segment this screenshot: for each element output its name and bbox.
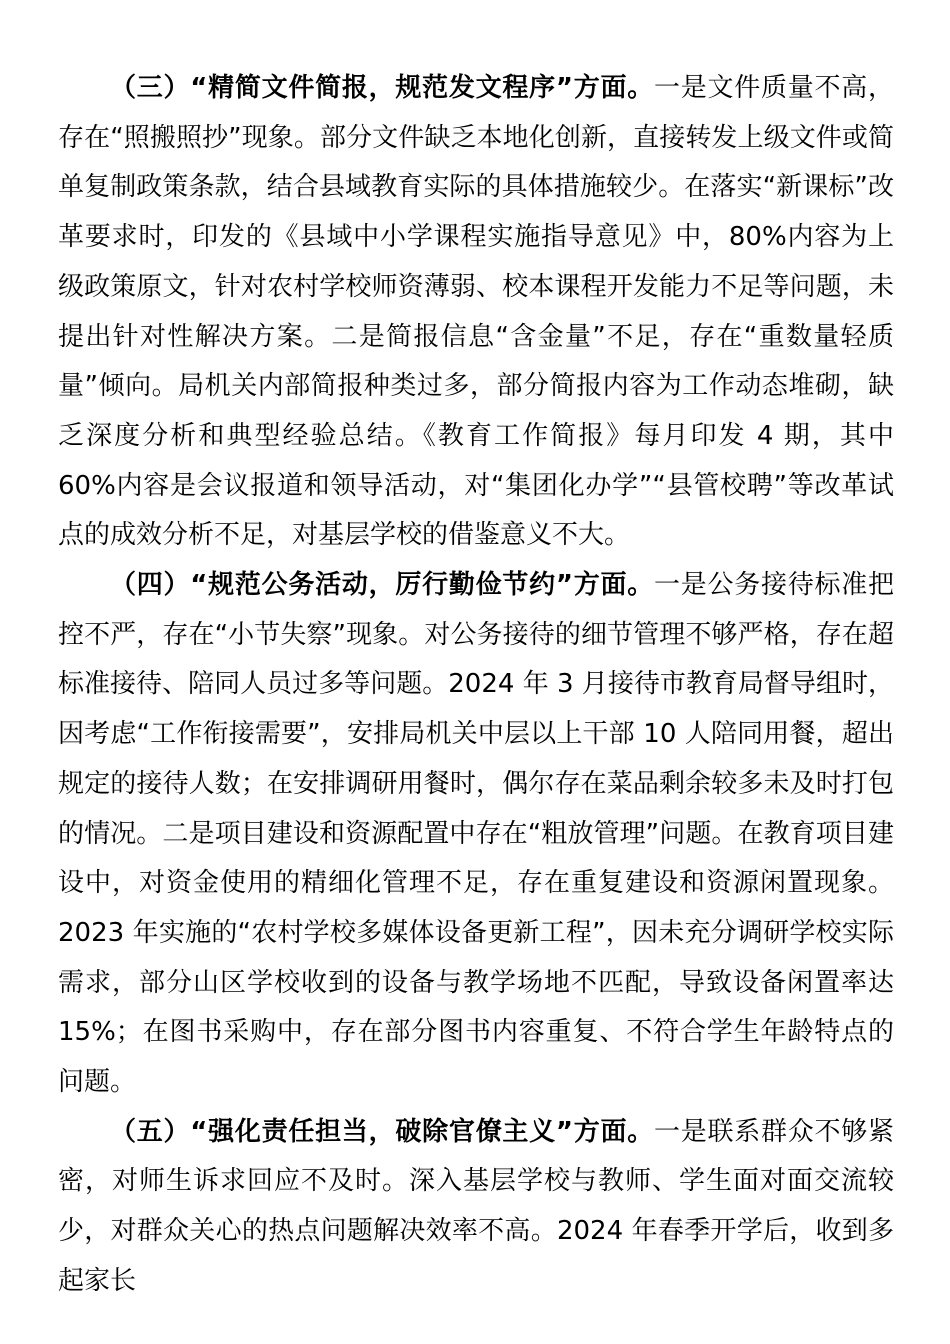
- section-3-body: 一是文件质量不高，存在“照搬照抄”现象。部分文件缺乏本地化创新，直接转发上级文件或简单复制政策条款，结合县域教育实际的具体措施较少。在落实“新课标”改革要求时，印发的《县域中小学课程实施指导意见》中，80%内容为上级政策原文，针对农村学校师资薄弱、校本课程开发能力不足等问题，未提出针对性解决方案。二是简报信息“含金量”不足，存在“重数量轻质量”倾向。局机关内部简报种类过多，部分简报内容为工作动态堆砌，缺乏深度分析和典型经验总结。《教育工作简报》每月印发 4 期，其中 60%内容是会议报道和领导活动，对“集团化办学”“县管校聘”等改革试点的成效分析不足，对基层学校的借鉴意义不大。: [58, 73, 894, 551]
- section-4-heading: （四）“规范公务活动，厉行勤俭节约”方面。: [110, 570, 654, 601]
- paragraph-section-3: [58, 64, 894, 561]
- section-4-body: 一是公务接待标准把控不严，存在“小节失察”现象。对公务接待的细节管理不够严格，存在超标准接待、陪同人员过多等问题。2024 年 3 月接待市教育局督导组时，因考虑“工作衔接需要”，安排局机关中层以上干部 10 人陪同用餐，超出规定的接待人数；在安排调研用餐时，偶尔存在菜品剩余较多未及时打包的情况。二是项目建设和资源配置中存在“粗放管理”问题。在教育项目建设中，对资金使用的精细化管理不足，存在重复建设和资源闲置现象。2023 年实施的“农村学校多媒体设备更新工程”，因未充分调研学校实际需求，部分山区学校收到的设备与教学场地不匹配，导致设备闲置率达 15%；在图书采购中，存在部分图书内容重复、不符合学生年龄特点的问题。: [58, 570, 894, 1098]
- paragraph-section-4: [58, 561, 894, 1108]
- section-3-heading: （三）“精简文件简报，规范发文程序”方面。: [110, 73, 654, 103]
- document-page: [58, 64, 894, 1307]
- section-5-heading: （五）“强化责任担当，破除官僚主义”方面。: [110, 1116, 654, 1147]
- section-5-body: 一是联系群众不够紧密，对师生诉求回应不及时。深入基层学校与教师、学生面对面交流较少，对群众关心的热点问题解决效率不高。2024 年春季开学后，收到多起家长: [58, 1116, 894, 1296]
- paragraph-section-5: [58, 1108, 894, 1307]
